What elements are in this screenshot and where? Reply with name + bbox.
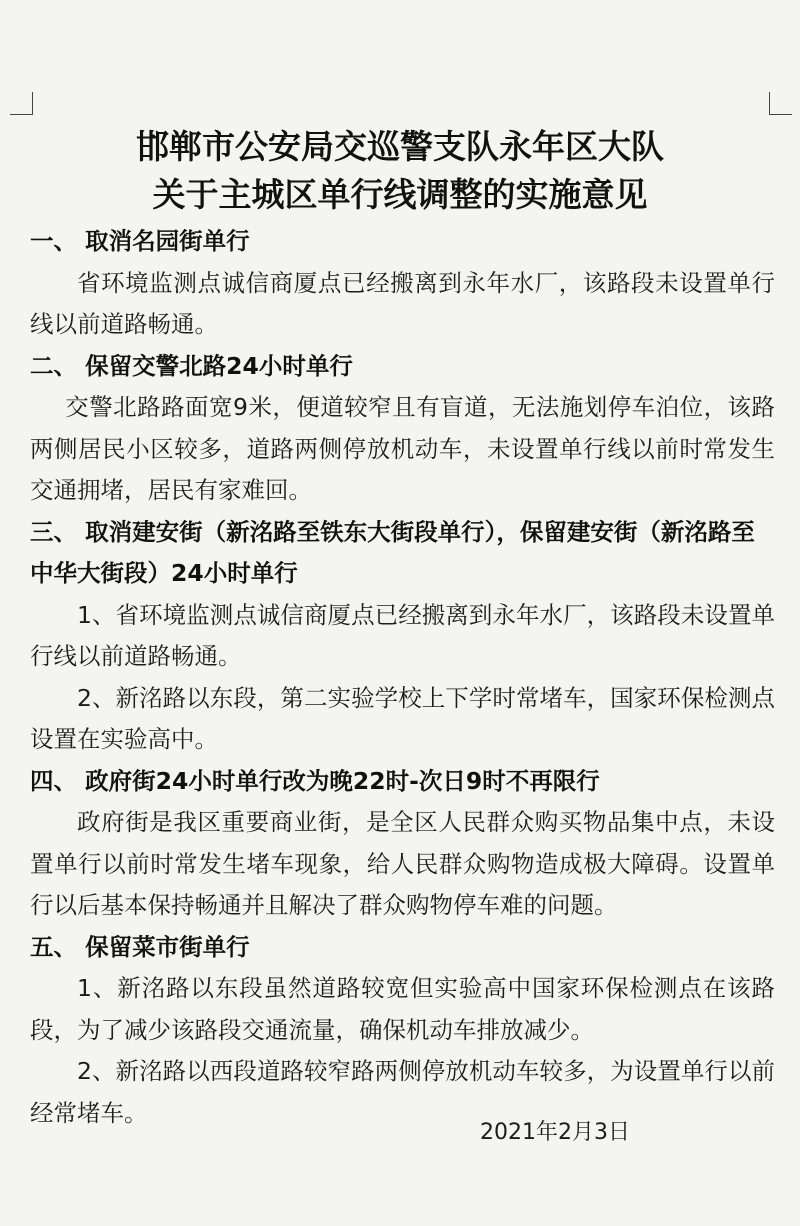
section-3-paragraph-2: 2、新洺路以东段，第二实验学校上下学时常堵车，国家环保检测点设置在实验高中。 bbox=[30, 683, 775, 753]
crop-mark-right bbox=[769, 92, 792, 115]
section-3-heading: 三、 取消建安街（新洺路至铁东大街段单行），保留建安街（新洺路至中华大街段）24小时单行 bbox=[30, 517, 755, 587]
document-title-line2: 关于主城区单行线调整的实施意见 bbox=[152, 175, 648, 214]
section-5-paragraph-2: 2、新洺路以西段道路较窄路两侧停放机动车较多，为设置单行以前经常堵车。 bbox=[30, 1057, 775, 1127]
section-4-paragraph-1: 政府街是我区重要商业街，是全区人民群众购买物品集中点，未设置单行以前时常发生堵车现象，给人民群众购物造成极大障碍。设置单行以后基本保持畅通并且解决了群众购物停车难的问题。 bbox=[30, 808, 775, 919]
section-1-heading: 一、 取消名园街单行 bbox=[30, 227, 250, 255]
section-1-paragraph-1: 省环境监测点诚信商厦点已经搬离到永年水厂，该路段未设置单行线以前道路畅通。 bbox=[30, 268, 775, 338]
section-3-paragraph-1: 1、省环境监测点诚信商厦点已经搬离到永年水厂，该路段未设置单行线以前道路畅通。 bbox=[30, 600, 775, 670]
crop-mark-left bbox=[10, 92, 33, 115]
document-title-line1: 邯郸市公安局交巡警支队永年区大队 bbox=[136, 127, 664, 166]
section-2-paragraph-1: 交警北路路面宽9米，便道较窄且有盲道，无法施划停车泊位，该路两侧居民小区较多，道路两侧停放机动车，未设置单行线以前时常发生交通拥堵，居民有家难回。 bbox=[30, 393, 775, 504]
section-4-heading: 四、 政府街24小时单行改为晚22时-次日9时不再限行 bbox=[30, 766, 600, 795]
document-body bbox=[30, 221, 775, 1134]
document-date: 2021年2月3日 bbox=[480, 1120, 630, 1145]
section-5-heading: 五、 保留菜市街单行 bbox=[30, 932, 250, 961]
section-5-paragraph-1: 1、新洺路以东段虽然道路较宽但实验高中国家环保检测点在该路段，为了减少该路段交通流量，确保机动车排放减少。 bbox=[30, 974, 775, 1044]
section-2-heading: 二、 保留交警北路24小时单行 bbox=[30, 351, 353, 380]
